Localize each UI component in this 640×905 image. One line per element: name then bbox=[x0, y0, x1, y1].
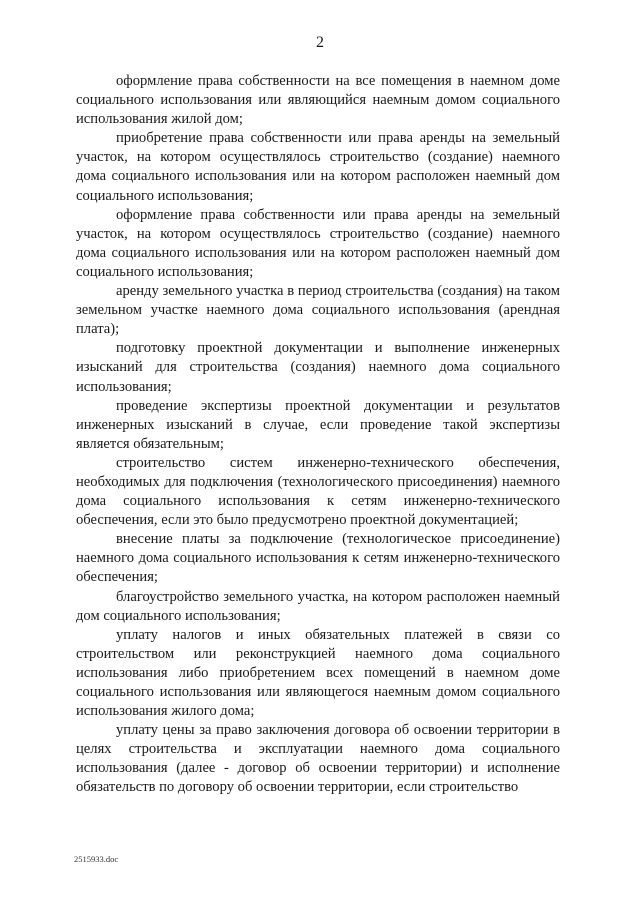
document-body bbox=[76, 72, 560, 798]
footer-filename: 2515933.doc bbox=[74, 854, 119, 864]
paragraph-territory-agreement: уплату цены за право заключения договора об освоении территории в целях строительства и эксплуатации наемного дома социального использования (далее - договор об освоении территории) и исполнение обязательств по договору об освоении территории, если строительство bbox=[76, 722, 560, 796]
paragraph-land-registration: оформление права собственности или права аренды на земельный участок, на котором осуществлялось строительство (создание) наемного дома социального использования или на котором расположен наемный дом социального использования; bbox=[76, 206, 560, 280]
page-number: 2 bbox=[316, 34, 324, 51]
paragraph-land-acquisition: приобретение права собственности или права аренды на земельный участок, на котором осуществлялось строительство (создание) наемного дома социального использования или на котором расположен наемный дом социального использования; bbox=[76, 130, 560, 204]
paragraph-engineering-systems: строительство систем инженерно-технического обеспечения, необходимых для подключения (технологического присоединения) наемного дома социального использования к сетям инженерно-технического обеспечения, если это было предусмотрено проектной документацией; bbox=[76, 454, 560, 529]
paragraph-ownership-premises: оформление права собственности на все помещения в наемном доме социального использования или являющийся наемным домом социального использования жилой дом; bbox=[76, 73, 560, 128]
paragraph-expertise: проведение экспертизы проектной документации и результатов инженерных изысканий в случае, если проведение такой экспертизы является обязательным; bbox=[76, 397, 560, 452]
paragraph-project-documentation: подготовку проектной документации и выполнение инженерных изысканий для строительства (создания) наемного дома социального использования; bbox=[76, 340, 560, 395]
paragraph-landscaping: благоустройство земельного участка, на котором расположен наемный дом социального использования; bbox=[76, 588, 560, 624]
paragraph-connection-fee: внесение платы за подключение (технологическое присоединение) наемного дома социального использования к сетям инженерно-технического обеспечения; bbox=[76, 531, 560, 586]
paragraph-taxes: уплату налогов и иных обязательных платежей в связи со строительством или реконструкцией наемного дома социального использования либо приобретением всех помещений в наемном доме социального использования или являющегося наемным домом социального использования жилого дома; bbox=[76, 626, 560, 720]
paragraph-land-lease: аренду земельного участка в период строительства (создания) на таком земельном участке наемного дома социального использования (арендная плата); bbox=[76, 283, 560, 338]
